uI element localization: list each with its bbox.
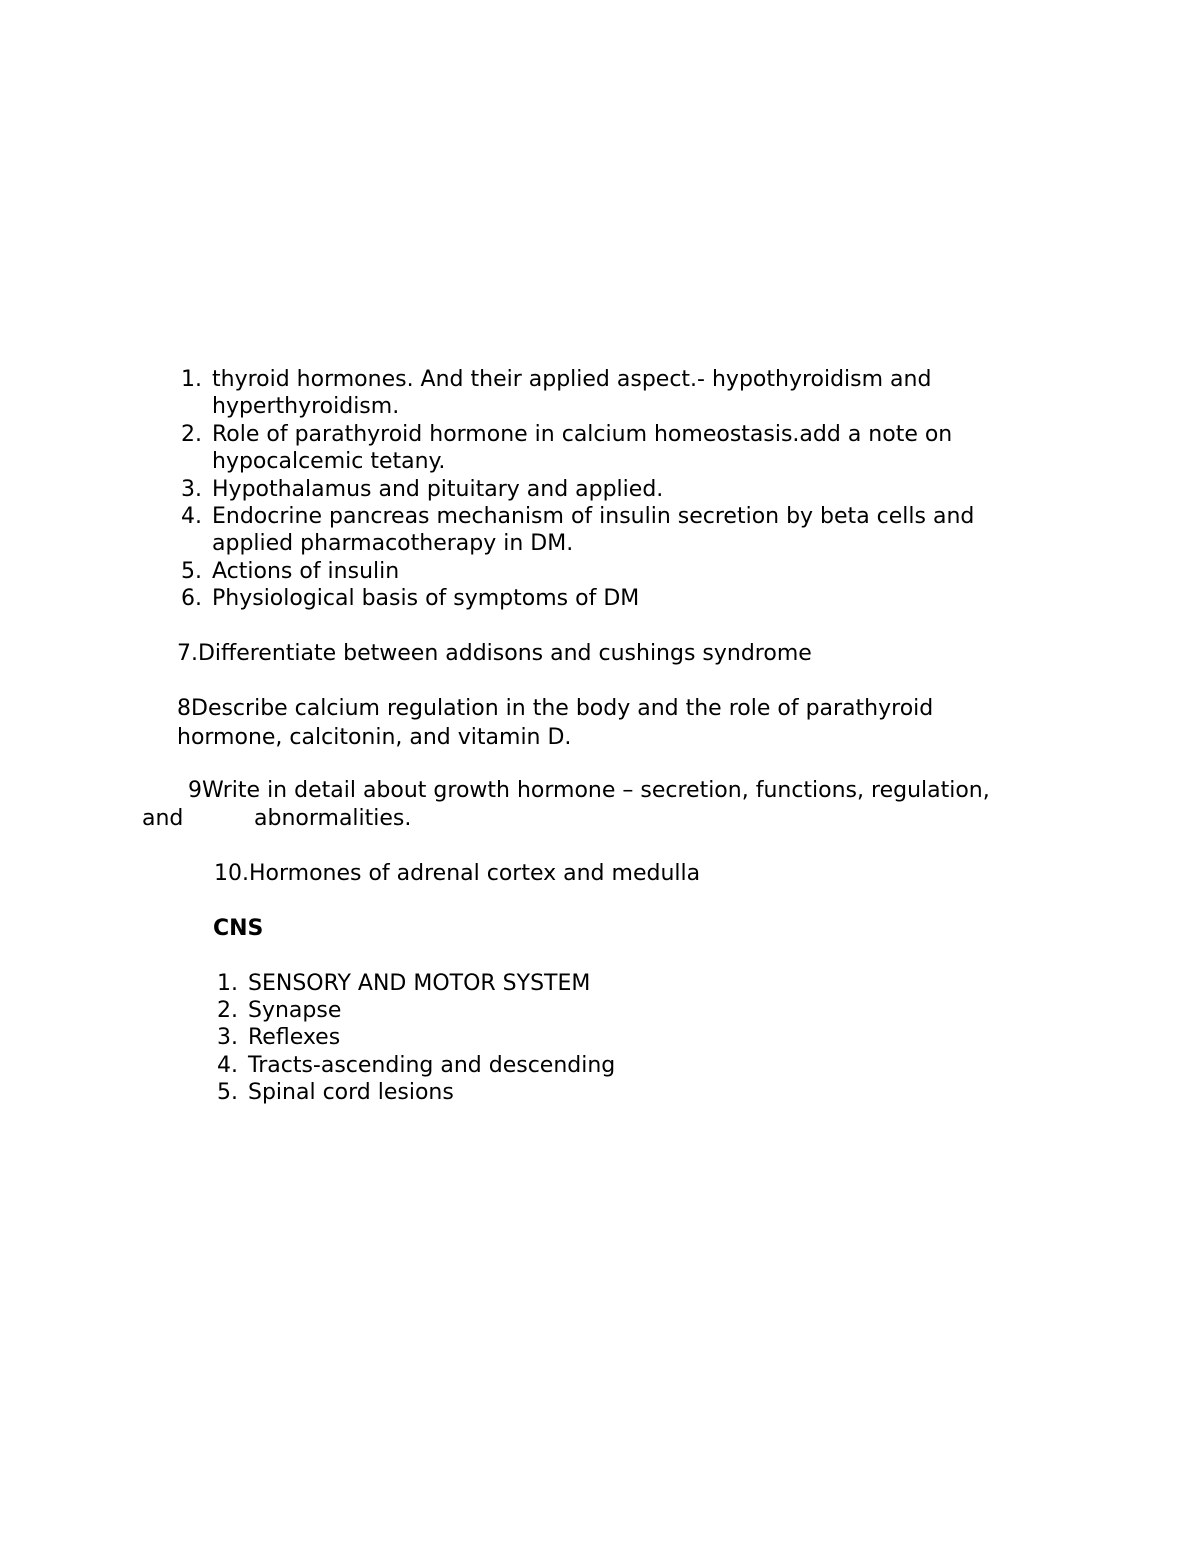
question-9-line-1: 9Write in detail about growth hormone – secretion, functions, regulation,: [188, 778, 990, 803]
list-item-number: 1.: [181, 367, 202, 392]
list-item-number: 5.: [217, 1080, 238, 1105]
question-9-line-2-end: abnormalities.: [254, 806, 412, 831]
list-item-text: Tracts-ascending and descending: [248, 1053, 616, 1078]
list-item-number: 3.: [217, 1025, 238, 1050]
list-item-number: 3.: [181, 477, 202, 502]
list-item-number: 6.: [181, 586, 202, 611]
list-item-text: Spinal cord lesions: [248, 1080, 454, 1105]
list-item-number: 2.: [181, 422, 202, 447]
list-item-text: Role of parathyroid hormone in calcium homeostasis.add a note on: [212, 422, 953, 447]
question-10: 10.Hormones of adrenal cortex and medulla: [214, 861, 701, 886]
list-item-text: SENSORY AND MOTOR SYSTEM: [248, 971, 591, 996]
question-8-line-1: 8Describe calcium regulation in the body and the role of parathyroid: [177, 696, 934, 721]
list-item-text: Endocrine pancreas mechanism of insulin secretion by beta cells and: [212, 504, 975, 529]
list-item-text: Hypothalamus and pituitary and applied.: [212, 477, 664, 502]
list-item-text-continued: hyperthyroidism.: [212, 394, 400, 419]
question-9-line-2-start: and: [142, 806, 184, 831]
list-item-text-continued: applied pharmacotherapy in DM.: [212, 531, 574, 556]
section-heading-cns: CNS: [213, 916, 264, 941]
list-item-text: Actions of insulin: [212, 559, 400, 584]
list-item-text: Synapse: [248, 998, 342, 1023]
list-item-text-continued: hypocalcemic tetany.: [212, 449, 446, 474]
list-item-text: thyroid hormones. And their applied aspect.- hypothyroidism and: [212, 367, 932, 392]
question-7: 7.Differentiate between addisons and cushings syndrome: [177, 641, 812, 666]
list-item-number: 5.: [181, 559, 202, 584]
list-item-number: 4.: [181, 504, 202, 529]
list-item-number: 4.: [217, 1053, 238, 1078]
list-item-text: Reflexes: [248, 1025, 341, 1050]
list-item-number: 1.: [217, 971, 238, 996]
question-8-line-2: hormone, calcitonin, and vitamin D.: [177, 725, 572, 750]
list-item-number: 2.: [217, 998, 238, 1023]
list-item-text: Physiological basis of symptoms of DM: [212, 586, 640, 611]
